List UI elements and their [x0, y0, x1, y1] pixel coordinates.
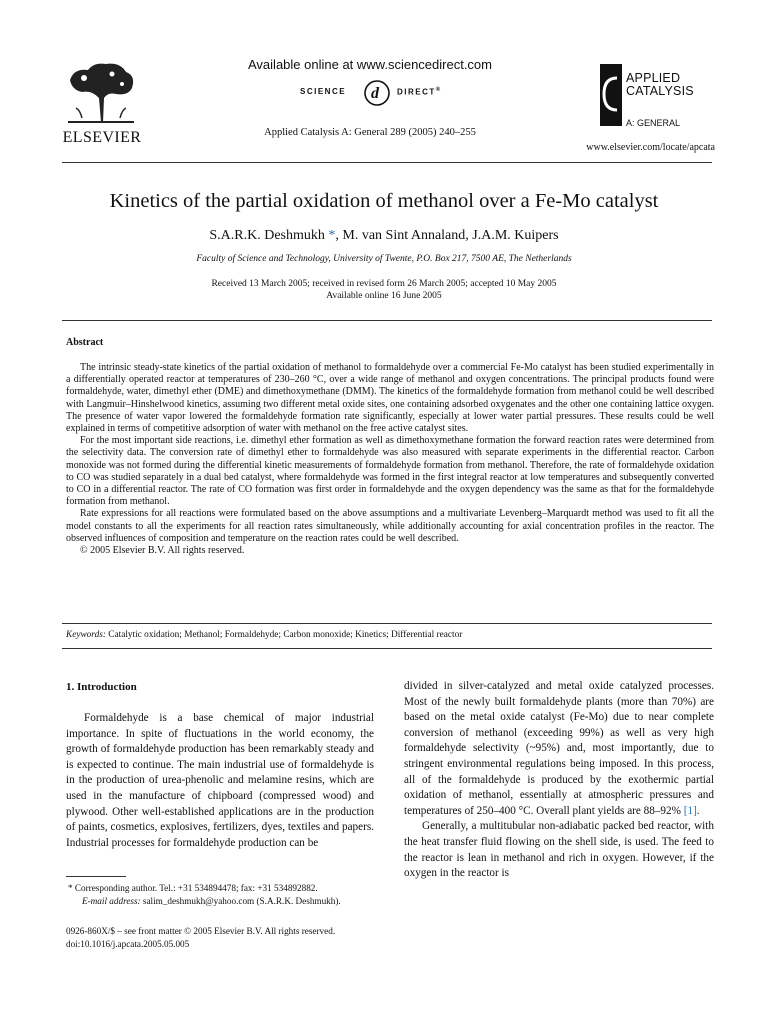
journal-logo-section: A: GENERAL	[626, 118, 681, 128]
abstract-heading: Abstract	[66, 337, 104, 348]
abstract-body	[66, 362, 714, 557]
elsevier-tree-icon	[62, 60, 140, 124]
abstract-paragraph: For the most important side reactions, i.e. dimethyl ether formation as well as dimethoxymethane formation the forward reaction rates were determined from the selectivity data. The conversion rate of dimethyl ether to formaldehyde was also measured with separate experiments in the differential reactor. Carbon monoxide was not formed during the differential kinetic measurements of formaldehyde formation from methanol. Therefore, the rate of formaldehyde oxidation to CO was studied separately in a dual bed catalyst, where formaldehyde was formed in the first integral reactor at low temperatures and subsequently converted to CO in a differential reactor. The rate of CO formation was first order in formaldehyde and the oxygen dependency was the same as that for the formaldehyde formation from methanol.	[66, 435, 714, 508]
keywords-label: Keywords:	[66, 630, 106, 640]
email-label: E-mail address:	[82, 895, 141, 906]
journal-logo-title: APPLIED CATALYSIS	[626, 71, 694, 98]
author-first: S.A.R.K. Deshmukh	[209, 228, 325, 243]
svg-text:d: d	[371, 85, 381, 102]
email-address[interactable]: salim_deshmukh@yahoo.com (S.A.R.K. Deshmukh).	[140, 895, 341, 906]
abstract-top-divider	[62, 320, 712, 321]
author-list	[40, 228, 728, 244]
issn-line: 0926-860X/$ – see front matter © 2005 Elsevier B.V. All rights reserved.	[66, 926, 336, 936]
journal-url[interactable]: www.elsevier.com/locate/apcata	[586, 142, 715, 153]
keywords	[66, 630, 716, 640]
citation-link[interactable]: [1]	[683, 804, 697, 817]
body-paragraph: Generally, a multitubular non-adiabatic packed bed reactor, with the heat transfer fluid flowing on the shell side, is used. The feed to the reactor is lean in methanol and rich in oxygen. However, if the oxygen in the reactor is	[404, 820, 714, 880]
received-dates: Received 13 March 2005; received in revised form 26 March 2005; accepted 10 May 2005 Available online 16 June 2005	[211, 279, 557, 301]
footnote-divider	[66, 876, 126, 877]
available-online-text: Available online at www.sciencedirect.com	[248, 57, 492, 72]
sd-direct-word: DIRECT®	[397, 87, 442, 97]
abstract-copyright: © 2005 Elsevier B.V. All rights reserved.	[80, 545, 245, 557]
front-matter	[66, 925, 386, 950]
header-divider	[62, 162, 712, 163]
journal-c-icon	[602, 74, 620, 114]
doi-line[interactable]: doi:10.1016/j.apcata.2005.05.005	[66, 938, 190, 949]
abstract-paragraph: The intrinsic steady-state kinetics of the partial oxidation of methanol to formaldehyde over a commercial Fe-Mo catalyst has been studied experimentally in a differentially operated reactor at temperatures of 230–260 °C, over a wide range of methanol and oxygen concentrations. The principal products found were formaldehyde, water, dimethyl ether (DME) and dimethoxymethane (DMM). The kinetics of the formaldehyde formation from methanol could be well described with Langmuir–Hinshelwood kinetics, assuming two different metal oxide sites, one containing adsorbed oxygenates and the other one containing lattice oxygen. The presence of water vapor lowered the formaldehyde formation rate significantly, especially at lower water partial pressures. These results could be well explained in terms of competitive adsorption of water with methanol on the free active catalyst sites.	[66, 362, 714, 435]
keywords-text: Catalytic oxidation; Methanol; Formaldehyde; Carbon monoxide; Kinetics; Differential reactor	[108, 630, 463, 640]
corresponding-author-marker[interactable]: *	[328, 228, 336, 243]
elsevier-logo	[62, 60, 142, 144]
sciencedirect-logo	[300, 78, 470, 108]
journal-reference: Applied Catalysis A: General 289 (2005) 240–255	[264, 127, 476, 138]
body-paragraph: divided in silver-catalyzed and metal oxide catalyzed processes. Most of the newly built formaldehyde plants (more than 70%) are based on the metal oxide catalyst (Fe-Mo) due to near complete conversion of methanol (exceeding 99%) as well as very high formaldehyde selectivity (~95%) and, most importantly, due to stringent environmental regulations being imposed. In this process, all of the formaldehyde is produced by the exothermic partial oxidation of methanol, essentially at atmospheric pressures and temperatures of 250–400 °C. Overall plant yields are 88–92% [1].	[404, 680, 714, 817]
section-heading: 1. Introduction	[66, 681, 137, 693]
corresponding-author-footnote: * Corresponding author. Tel.: +31 534894478; fax: +31 534892882. E-mail address: salim_deshmukh@yahoo.com (S.A.R.K. Deshmukh).	[68, 883, 341, 906]
at-symbol-icon	[362, 78, 392, 108]
abstract-paragraph: Rate expressions for all reactions were formulated based on the above assumptions and a multivariate Levenberg–Marquardt method was used to fit all the model constants to all the experiments for all reaction rates simultaneously, while additionally accounting for axial concentration profiles in the reactor. The observed influences of composition and temperature on the reaction rates could be well described.	[66, 508, 714, 544]
sd-science-word: SCIENCE	[300, 87, 347, 96]
keywords-bottom-divider	[62, 648, 712, 649]
journal-logo	[600, 60, 710, 132]
body-paragraph: Formaldehyde is a base chemical of major industrial importance. In spite of fluctuations in the world economy, the growth of formaldehyde production has been remarkably steady and is expected to continue. The main industrial use of formaldehyde is in the production of urea-phenolic and melamine resins, which are used in the manufacture of chipboard (compressed wood) and plywood. Other well-established applications are in the production of paints, cosmetics, explosives, fertilizers, dyes, textiles and papers. Industrial processes for formaldehyde production can be	[66, 712, 374, 849]
author-others: , M. van Sint Annaland, J.A.M. Kuipers	[335, 228, 559, 243]
right-column	[404, 679, 714, 882]
left-column	[66, 711, 374, 851]
affiliation: Faculty of Science and Technology, University of Twente, P.O. Box 217, 7500 AE, The Netherlands	[196, 254, 572, 264]
publisher-name: ELSEVIER	[62, 129, 142, 146]
keywords-top-divider	[62, 623, 712, 624]
article-title: Kinetics of the partial oxidation of methanol over a Fe-Mo catalyst	[109, 190, 659, 212]
